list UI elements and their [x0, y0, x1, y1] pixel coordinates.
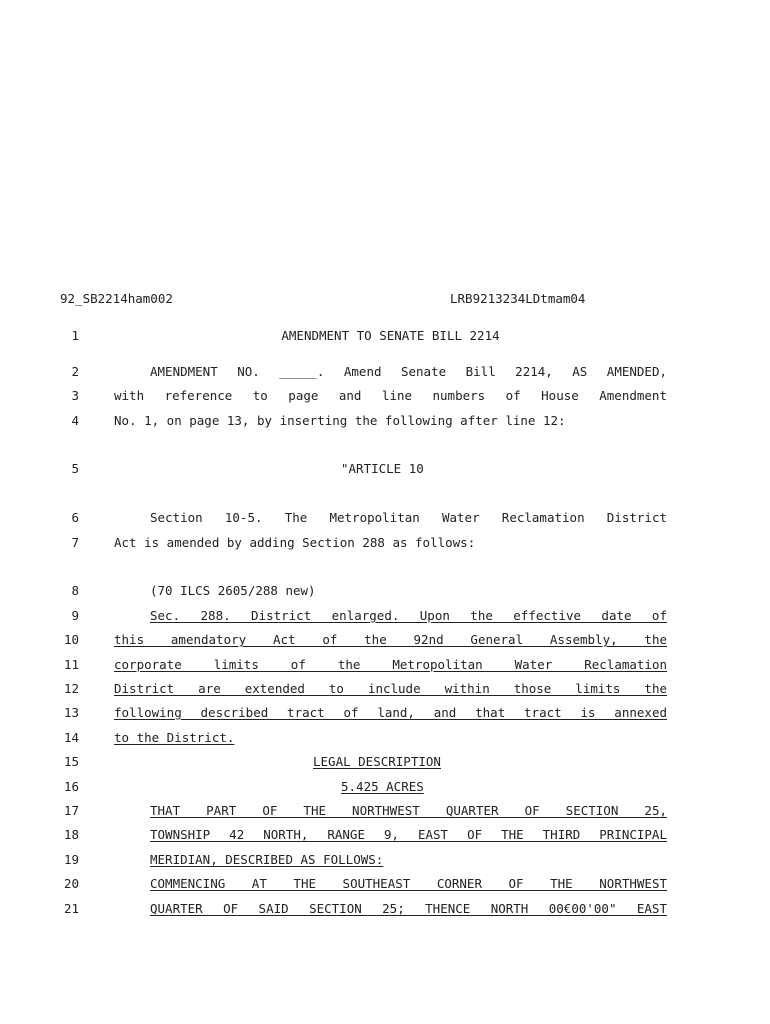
article-heading: "ARTICLE 10	[341, 461, 424, 476]
line-number: 11	[63, 657, 79, 672]
body-line: No. 1, on page 13, by inserting the following after line 12:	[114, 413, 566, 428]
line-number: 4	[71, 413, 79, 428]
line-number: 19	[63, 852, 79, 867]
document-id-right: LRB9213234LDtmam04	[450, 291, 586, 306]
line-number: 10	[63, 632, 79, 647]
line-number: 14	[63, 730, 79, 745]
inserted-line: this amendatory Act of the 92nd General Assembly, the	[114, 632, 667, 647]
inserted-line: THAT PART OF THE NORTHWEST QUARTER OF SECTION 25,	[150, 803, 667, 818]
line-number: 1	[71, 328, 79, 343]
body-line: AMENDMENT NO. _____. Amend Senate Bill 2214, AS AMENDED,	[150, 364, 667, 379]
line-number: 7	[71, 535, 79, 550]
inserted-line: Sec. 288. District enlarged. Upon the effective date of	[150, 608, 667, 623]
inserted-line: to the District.	[114, 730, 235, 745]
statute-citation: (70 ILCS 2605/288 new)	[150, 583, 316, 598]
body-line: Section 10-5. The Metropolitan Water Reclamation District	[150, 510, 667, 525]
line-number: 5	[71, 461, 79, 476]
inserted-line: District are extended to include within those limits the	[114, 681, 667, 696]
line-number: 12	[63, 681, 79, 696]
inserted-line: corporate limits of the Metropolitan Water Reclamation	[114, 657, 667, 672]
body-line: with reference to page and line numbers of House Amendment	[114, 388, 667, 403]
inserted-line: MERIDIAN, DESCRIBED AS FOLLOWS:	[150, 852, 384, 867]
line-number: 2	[71, 364, 79, 379]
line-number: 16	[63, 779, 79, 794]
inserted-line: TOWNSHIP 42 NORTH, RANGE 9, EAST OF THE THIRD PRINCIPAL	[150, 827, 667, 842]
line-number: 8	[71, 583, 79, 598]
line-number: 13	[63, 705, 79, 720]
line-number: 18	[63, 827, 79, 842]
line-number: 20	[63, 876, 79, 891]
line-number: 6	[71, 510, 79, 525]
body-line: Act is amended by adding Section 288 as follows:	[114, 535, 476, 550]
inserted-line: following described tract of land, and that tract is annexed	[114, 705, 667, 720]
acreage-heading: 5.425 ACRES	[341, 779, 424, 794]
line-number: 3	[71, 388, 79, 403]
inserted-line: COMMENCING AT THE SOUTHEAST CORNER OF THE NORTHWEST	[150, 876, 667, 891]
line-number: 21	[63, 901, 79, 916]
line-number: 17	[63, 803, 79, 818]
amendment-title: AMENDMENT TO SENATE BILL 2214	[281, 328, 500, 343]
inserted-line: QUARTER OF SAID SECTION 25; THENCE NORTH 00€00'00" EAST	[150, 901, 667, 916]
line-number: 9	[71, 608, 79, 623]
legal-description-heading: LEGAL DESCRIPTION	[313, 754, 441, 769]
document-id-left: 92_SB2214ham002	[60, 291, 173, 306]
line-number: 15	[63, 754, 79, 769]
